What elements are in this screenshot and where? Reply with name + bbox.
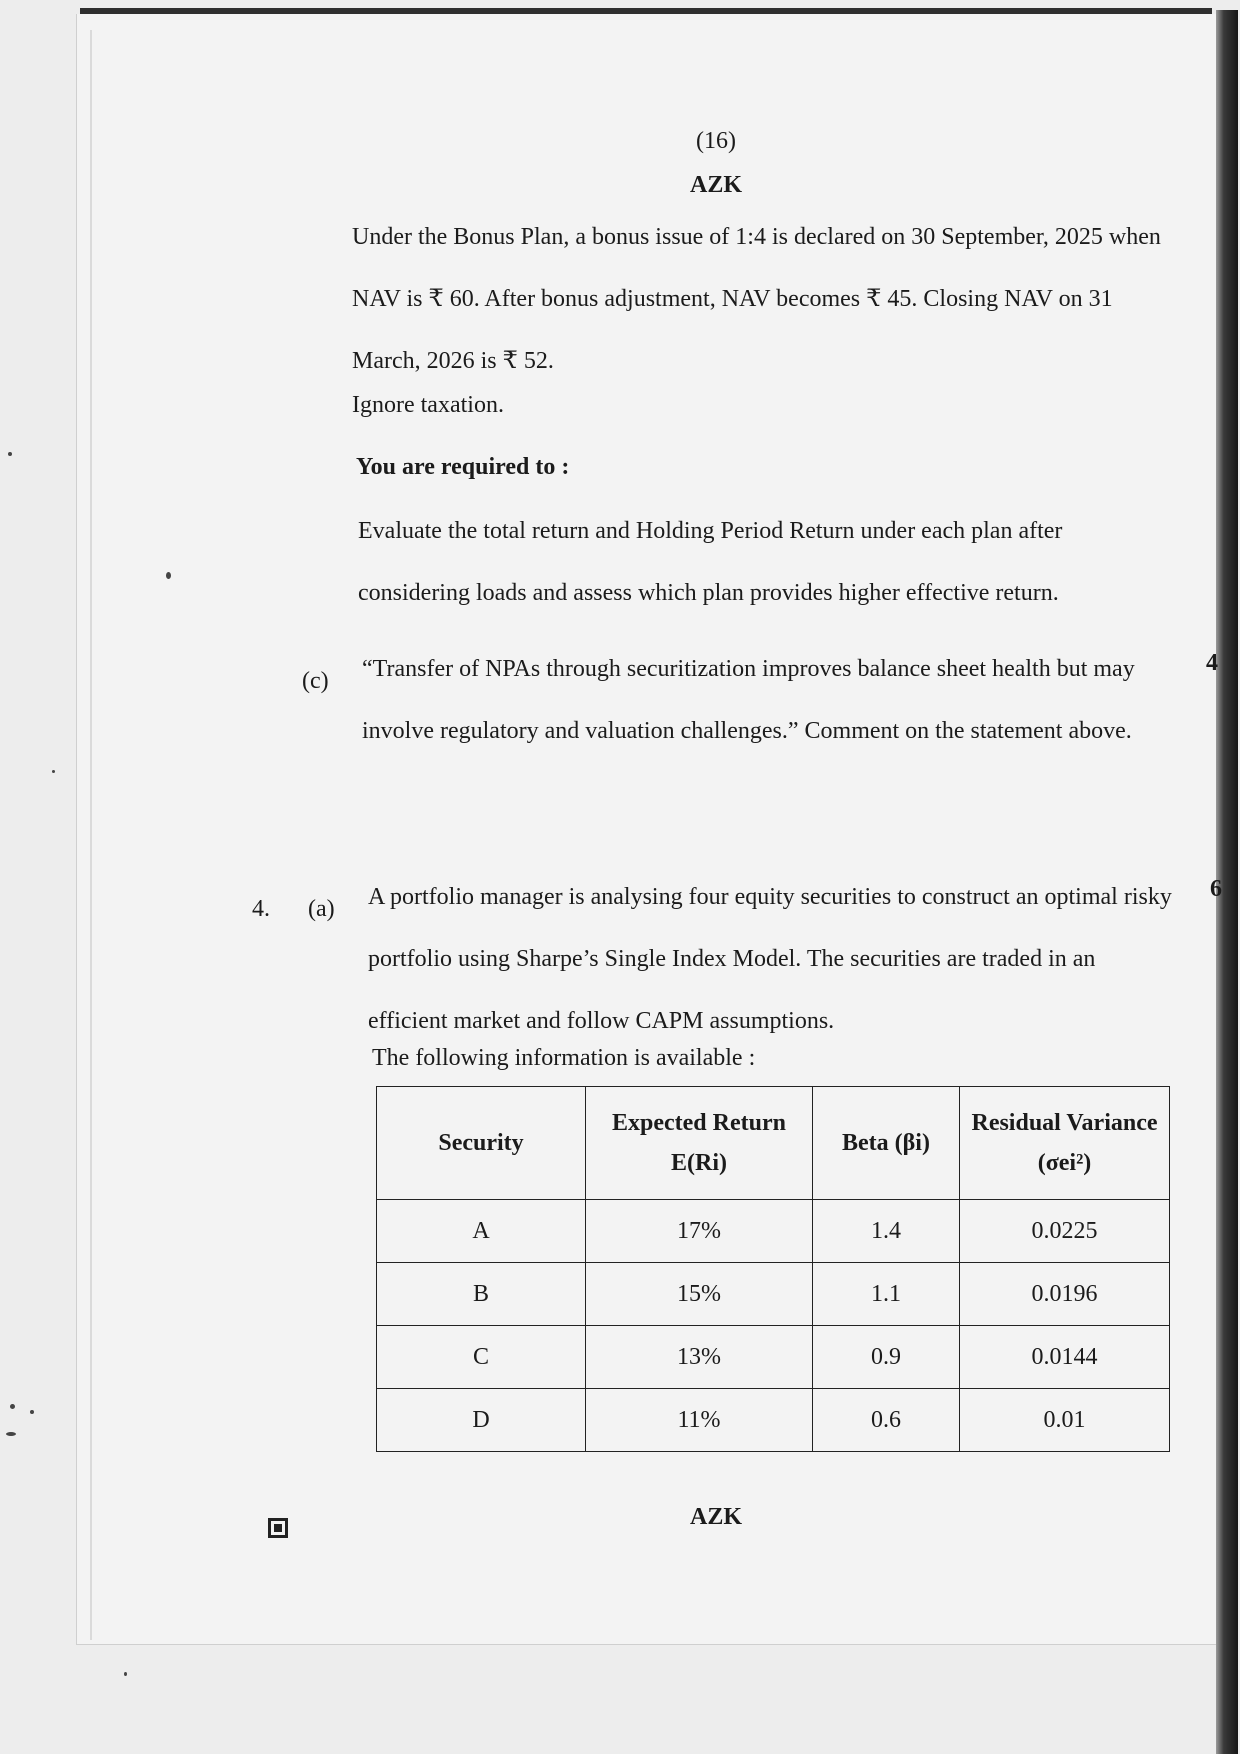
info-line: The following information is available : bbox=[372, 1045, 756, 1071]
paper-code-header: AZK bbox=[689, 172, 742, 198]
question-3c-label: (c) bbox=[302, 668, 329, 694]
table-row bbox=[377, 1263, 1170, 1326]
question-4a-marks: 6 bbox=[1210, 876, 1222, 902]
cell-residual-variance: 0.0196 bbox=[960, 1263, 1170, 1326]
scan-speck bbox=[52, 770, 55, 773]
cell-beta: 0.6 bbox=[813, 1389, 960, 1452]
table-header-row bbox=[377, 1087, 1170, 1200]
question-4a-text: A portfolio manager is analysing four equity securities to construct an optimal risky portfolio using Sharpe’s Single Index Model. The securities are traded in an efficient market and follow CAPM assumptions. bbox=[368, 884, 1172, 1034]
page-edge-shadow bbox=[90, 30, 92, 1640]
required-task: Evaluate the total return and Holding Period Return under each plan after considering loads and assess which plan provides higher effective return. bbox=[358, 518, 1063, 606]
cell-residual-variance: 0.0225 bbox=[960, 1200, 1170, 1263]
cell-expected-return: 13% bbox=[586, 1326, 813, 1389]
cell-beta: 0.9 bbox=[813, 1326, 960, 1389]
scan-speck bbox=[8, 452, 12, 456]
question-4-number: 4. bbox=[252, 896, 270, 922]
header-residual-variance: Residual Variance (σei²) bbox=[960, 1087, 1170, 1200]
question-4a-label: (a) bbox=[308, 896, 335, 922]
required-heading: You are required to : bbox=[356, 454, 570, 480]
scan-speck bbox=[10, 1404, 15, 1409]
cell-expected-return: 15% bbox=[586, 1263, 813, 1326]
cell-security: D bbox=[377, 1389, 586, 1452]
bonus-plan-paragraph: Under the Bonus Plan, a bonus issue of 1:4 is declared on 30 September, 2025 when NAV is ₹ 60. After bonus adjustment, NAV becomes ₹ 45. Closing NAV on 31 March, 2026 is ₹ 52. bbox=[352, 224, 1161, 374]
scan-speck bbox=[124, 1672, 127, 1676]
paper-code-footer: AZK bbox=[689, 1504, 742, 1530]
cell-expected-return: 17% bbox=[586, 1200, 813, 1263]
header-beta: Beta (βi) bbox=[813, 1087, 960, 1200]
ignore-taxation-note: Ignore taxation. bbox=[352, 392, 504, 418]
header-expected-return: Expected Return E(Ri) bbox=[586, 1087, 813, 1200]
table-row bbox=[377, 1326, 1170, 1389]
table-row bbox=[377, 1389, 1170, 1452]
cell-security: A bbox=[377, 1200, 586, 1263]
header-security: Security bbox=[377, 1087, 586, 1200]
cell-security: B bbox=[377, 1263, 586, 1326]
table-row bbox=[377, 1200, 1170, 1263]
cell-residual-variance: 0.01 bbox=[960, 1389, 1170, 1452]
cell-security: C bbox=[377, 1326, 586, 1389]
scan-speck bbox=[6, 1432, 16, 1436]
cell-beta: 1.4 bbox=[813, 1200, 960, 1263]
cell-beta: 1.1 bbox=[813, 1263, 960, 1326]
question-3c-marks: 4 bbox=[1206, 650, 1218, 676]
scan-speck bbox=[30, 1410, 34, 1414]
page-number: (16) bbox=[696, 128, 736, 154]
scan-speck bbox=[166, 572, 171, 579]
securities-table bbox=[376, 1086, 1170, 1452]
question-3c-text: “Transfer of NPAs through securitization improves balance sheet health but may involve regulatory and valuation challenges.” Comment on the statement above. bbox=[362, 656, 1135, 744]
cell-residual-variance: 0.0144 bbox=[960, 1326, 1170, 1389]
cell-expected-return: 11% bbox=[586, 1389, 813, 1452]
